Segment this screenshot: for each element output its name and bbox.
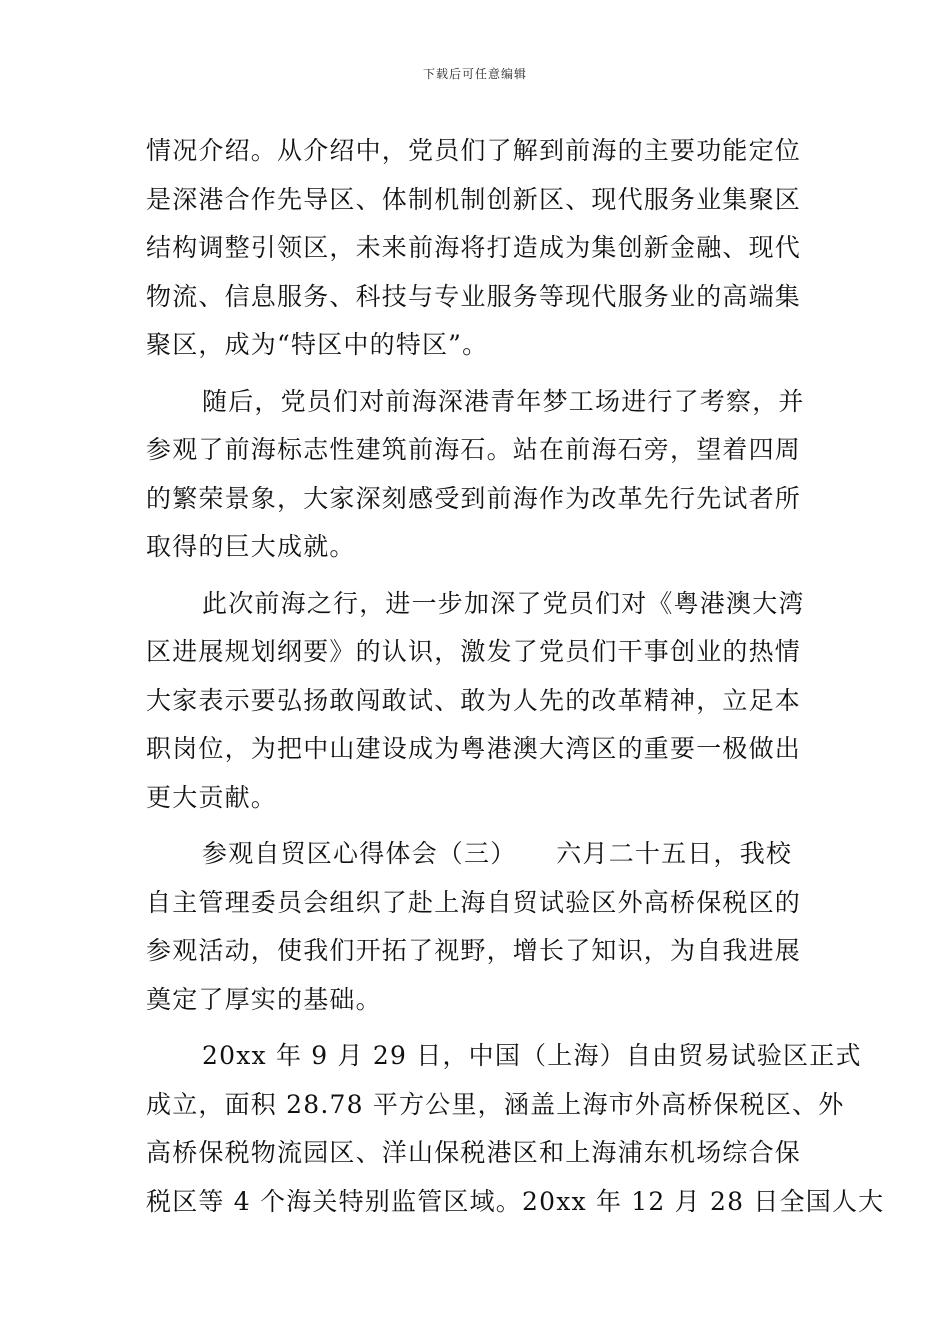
body-line: 取得的巨大成就。 (146, 532, 356, 561)
document-body (146, 127, 885, 1226)
body-line: 聚区，成为“特区中的特区”。 (146, 330, 489, 359)
body-line: 物流、信息服务、科技与专业服务等现代服务业的高端集 (146, 281, 802, 311)
body-line: 区进展规划纲要》的认识，激发了党员们干事创业的热情 (146, 637, 802, 666)
body-line: 情况介绍。从介绍中，党员们了解到前海的主要功能定位 (146, 136, 802, 165)
body-line: 是深港合作先导区、体制机制创新区、现代服务业集聚区 (146, 184, 802, 214)
body-line: 大家表示要弘扬敢闯敢试、敢为人先的改革精神，立足本 (146, 685, 802, 715)
body-line: 参观了前海标志性建筑前海石。站在前海石旁，望着四周 (146, 435, 802, 464)
body-line: 税区等 4 个海关特别监管区域。20xx 年 12 月 28 日全国人大 (146, 1186, 885, 1216)
section-heading-line: 参观自贸区心得体会（三） 六月二十五日，我校 (202, 839, 793, 868)
body-line: 成立，面积 28.78 平方公里，涵盖上海市外高桥保税区、外 (146, 1089, 845, 1119)
body-line: 结构调整引领区，未来前海将打造成为集创新金融、现代 (146, 233, 802, 262)
paragraph-start-line: 随后，党员们对前海深港青年梦工场进行了考察，并 (202, 386, 805, 416)
page-header: 下载后可任意编辑 (422, 67, 527, 81)
paragraph-start-line: 此次前海之行，进一步加深了党员们对《粤港澳大湾 (202, 588, 805, 618)
body-line: 高桥保税物流园区、洋山保税港区和上海浦东机场综合保 (146, 1138, 802, 1167)
body-line: 参观活动，使我们开拓了视野，增长了知识，为自我进展 (146, 936, 802, 965)
body-line: 更大贡献。 (146, 782, 278, 812)
body-line: 的繁荣景象，大家深刻感受到前海作为改革先行先试者所 (146, 483, 802, 513)
body-line: 奠定了厚实的基础。 (146, 984, 382, 1014)
paragraph-start-line: 20xx 年 9 月 29 日，中国（上海）自由贸易试验区正式 (202, 1041, 862, 1070)
body-line: 自主管理委员会组织了赴上海自贸试验区外高桥保税区的 (146, 887, 802, 917)
body-line: 职岗位，为把中山建设成为粤港澳大湾区的重要一极做出 (146, 734, 802, 763)
